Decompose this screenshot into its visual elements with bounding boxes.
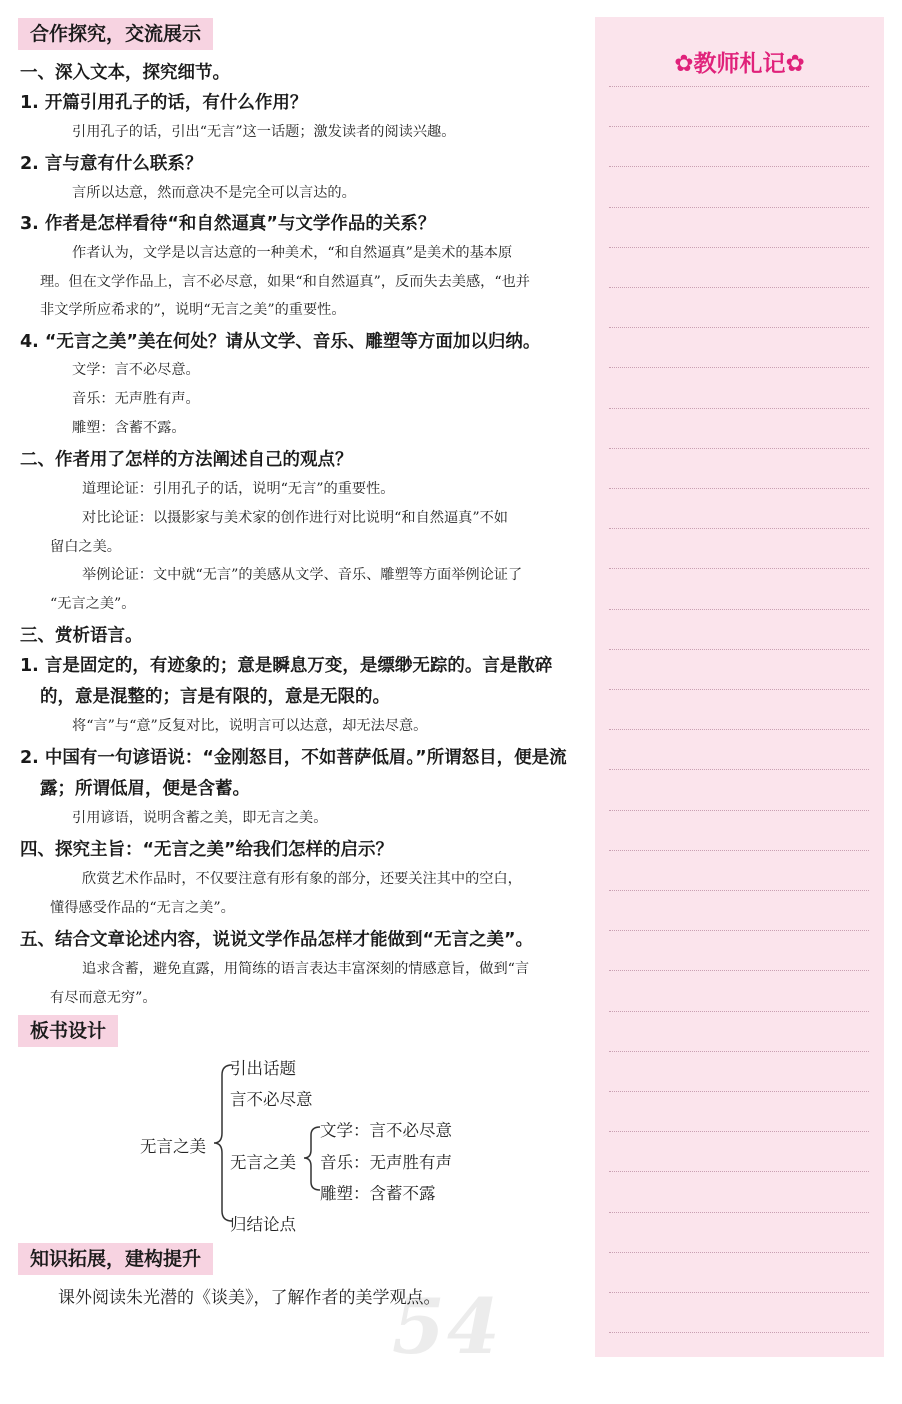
theme-answer-line-2: 懂得感受作品的“无言之美”。: [50, 900, 235, 916]
summary-answer-line-1: 追求含蓄，避免直露，用简练的语言表达丰富深刻的情感意旨，做到“言: [82, 961, 530, 977]
notes-writing-line: [609, 247, 869, 248]
board-branch-3: 无言之美: [230, 1153, 296, 1172]
heading-part-1: 一、深入文本，探究细节。: [20, 63, 230, 83]
answer-2: 言所以达意，然而意决不是完全可以言达的。: [72, 185, 356, 201]
board-sub-sculpture: 雕塑：含蓄不露: [320, 1184, 436, 1203]
notes-writing-line: [609, 488, 869, 489]
teacher-notes-panel: [595, 17, 884, 1357]
notes-writing-line: [609, 890, 869, 891]
answer-3-line-1: 作者认为，文学是以言达意的一种美术，“和自然逼真”是美术的基本原: [72, 245, 513, 261]
notes-writing-line: [609, 1011, 869, 1012]
language-item-2-line-1: 2. 中国有一句谚语说：“金刚怒目，不如菩萨低眉。”所谓怒目，便是流: [20, 748, 567, 768]
notes-writing-line: [609, 287, 869, 288]
extended-reading: 课外阅读朱光潜的《谈美》，了解作者的美学观点。: [58, 1288, 441, 1308]
notes-writing-line: [609, 166, 869, 167]
notes-writing-line: [609, 769, 869, 770]
notes-writing-line: [609, 207, 869, 208]
notes-writing-line: [609, 970, 869, 971]
notes-writing-line: [609, 568, 869, 569]
section-title-board: 板书设计: [18, 1015, 118, 1047]
answer-4-music: 音乐：无声胜有声。: [72, 391, 200, 407]
question-1: 1. 开篇引用孔子的话，有什么作用？: [20, 93, 308, 113]
theme-answer-line-1: 欣赏艺术作品时，不仅要注意有形有象的部分，还要关注其中的空白，: [82, 871, 522, 887]
notes-writing-line: [609, 367, 869, 368]
argument-example-line-1: 举例论证：文中就“无言”的美感从文学、音乐、雕塑等方面举例论证了: [82, 567, 523, 583]
heading-part-3: 三、赏析语言。: [20, 626, 143, 646]
notes-writing-line: [609, 930, 869, 931]
notes-writing-line: [609, 1332, 869, 1333]
heading-part-4: 四、探究主旨：“无言之美”给我们怎样的启示？: [20, 840, 394, 860]
notes-writing-line: [609, 689, 869, 690]
language-item-1-line-2: 的，意是混整的；言是有限的，意是无限的。: [40, 687, 390, 707]
answer-1: 引用孔子的话，引出“无言”这一话题；激发读者的阅读兴趣。: [72, 124, 456, 140]
argument-example-line-2: “无言之美”。: [50, 596, 136, 612]
argument-contrast-line-1: 对比论证：以摄影家与美术家的创作进行对比说明“和自然逼真”不如: [82, 510, 508, 526]
board-branch-2: 言不必尽意: [230, 1090, 313, 1109]
notes-writing-line: [609, 86, 869, 87]
question-2: 2. 言与意有什么联系？: [20, 154, 203, 174]
board-branch-1: 引出话题: [230, 1059, 296, 1078]
notes-writing-line: [609, 729, 869, 730]
notes-writing-line: [609, 1171, 869, 1172]
notes-writing-line: [609, 1091, 869, 1092]
summary-answer-line-2: 有尽而意无穷”。: [50, 990, 157, 1006]
notes-writing-line: [609, 1131, 869, 1132]
teacher-notes-title: ✿教师札记✿: [674, 51, 805, 77]
notes-writing-line: [609, 448, 869, 449]
question-4: 4. “无言之美”美在何处？请从文学、音乐、雕塑等方面加以归纳。: [20, 332, 541, 352]
notes-writing-line: [609, 1252, 869, 1253]
board-sub-music: 音乐：无声胜有声: [320, 1153, 452, 1172]
notes-writing-line: [609, 528, 869, 529]
heading-part-5: 五、结合文章论述内容，说说文学作品怎样才能做到“无言之美”。: [20, 930, 534, 950]
answer-3-line-2: 理。但在文学作品上，言不必尽意，如果“和自然逼真”，反而失去美感，“也并: [40, 274, 530, 290]
notes-writing-line: [609, 408, 869, 409]
board-root: 无言之美: [140, 1137, 206, 1156]
argument-contrast-line-2: 留白之美。: [50, 539, 121, 555]
language-answer-2: 引用谚语，说明含蓄之美，即无言之美。: [72, 810, 328, 826]
question-3: 3. 作者是怎样看待“和自然逼真”与文学作品的关系？: [20, 214, 436, 234]
language-item-2-line-2: 露；所谓低眉，便是含蓄。: [40, 779, 250, 799]
notes-writing-line: [609, 850, 869, 851]
answer-4-sculpture: 雕塑：含蓄不露。: [72, 420, 186, 436]
board-sub-literature: 文学：言不必尽意: [320, 1121, 452, 1140]
argument-reasoning: 道理论证：引用孔子的话，说明“无言”的重要性。: [82, 481, 395, 497]
page-number: 54: [392, 1282, 502, 1371]
answer-4-literature: 文学：言不必尽意。: [72, 362, 200, 378]
answer-3-line-3: 非文学所应希求的”，说明“无言之美”的重要性。: [40, 302, 346, 318]
notes-writing-line: [609, 126, 869, 127]
section-title-explore: 合作探究，交流展示: [18, 18, 213, 50]
section-title-extend: 知识拓展，建构提升: [18, 1243, 213, 1275]
language-answer-1: 将“言”与“意”反复对比，说明言可以达意，却无法尽意。: [72, 718, 428, 734]
board-branch-4: 归结论点: [230, 1215, 296, 1234]
heading-part-2: 二、作者用了怎样的方法阐述自己的观点？: [20, 450, 353, 470]
notes-writing-line: [609, 1292, 869, 1293]
notes-writing-line: [609, 649, 869, 650]
notes-writing-line: [609, 810, 869, 811]
notes-writing-line: [609, 327, 869, 328]
language-item-1-line-1: 1. 言是固定的，有迹象的；意是瞬息万变，是缥缈无踪的。言是散碎: [20, 656, 553, 676]
notes-writing-line: [609, 1212, 869, 1213]
notes-writing-line: [609, 1051, 869, 1052]
notes-writing-line: [609, 609, 869, 610]
